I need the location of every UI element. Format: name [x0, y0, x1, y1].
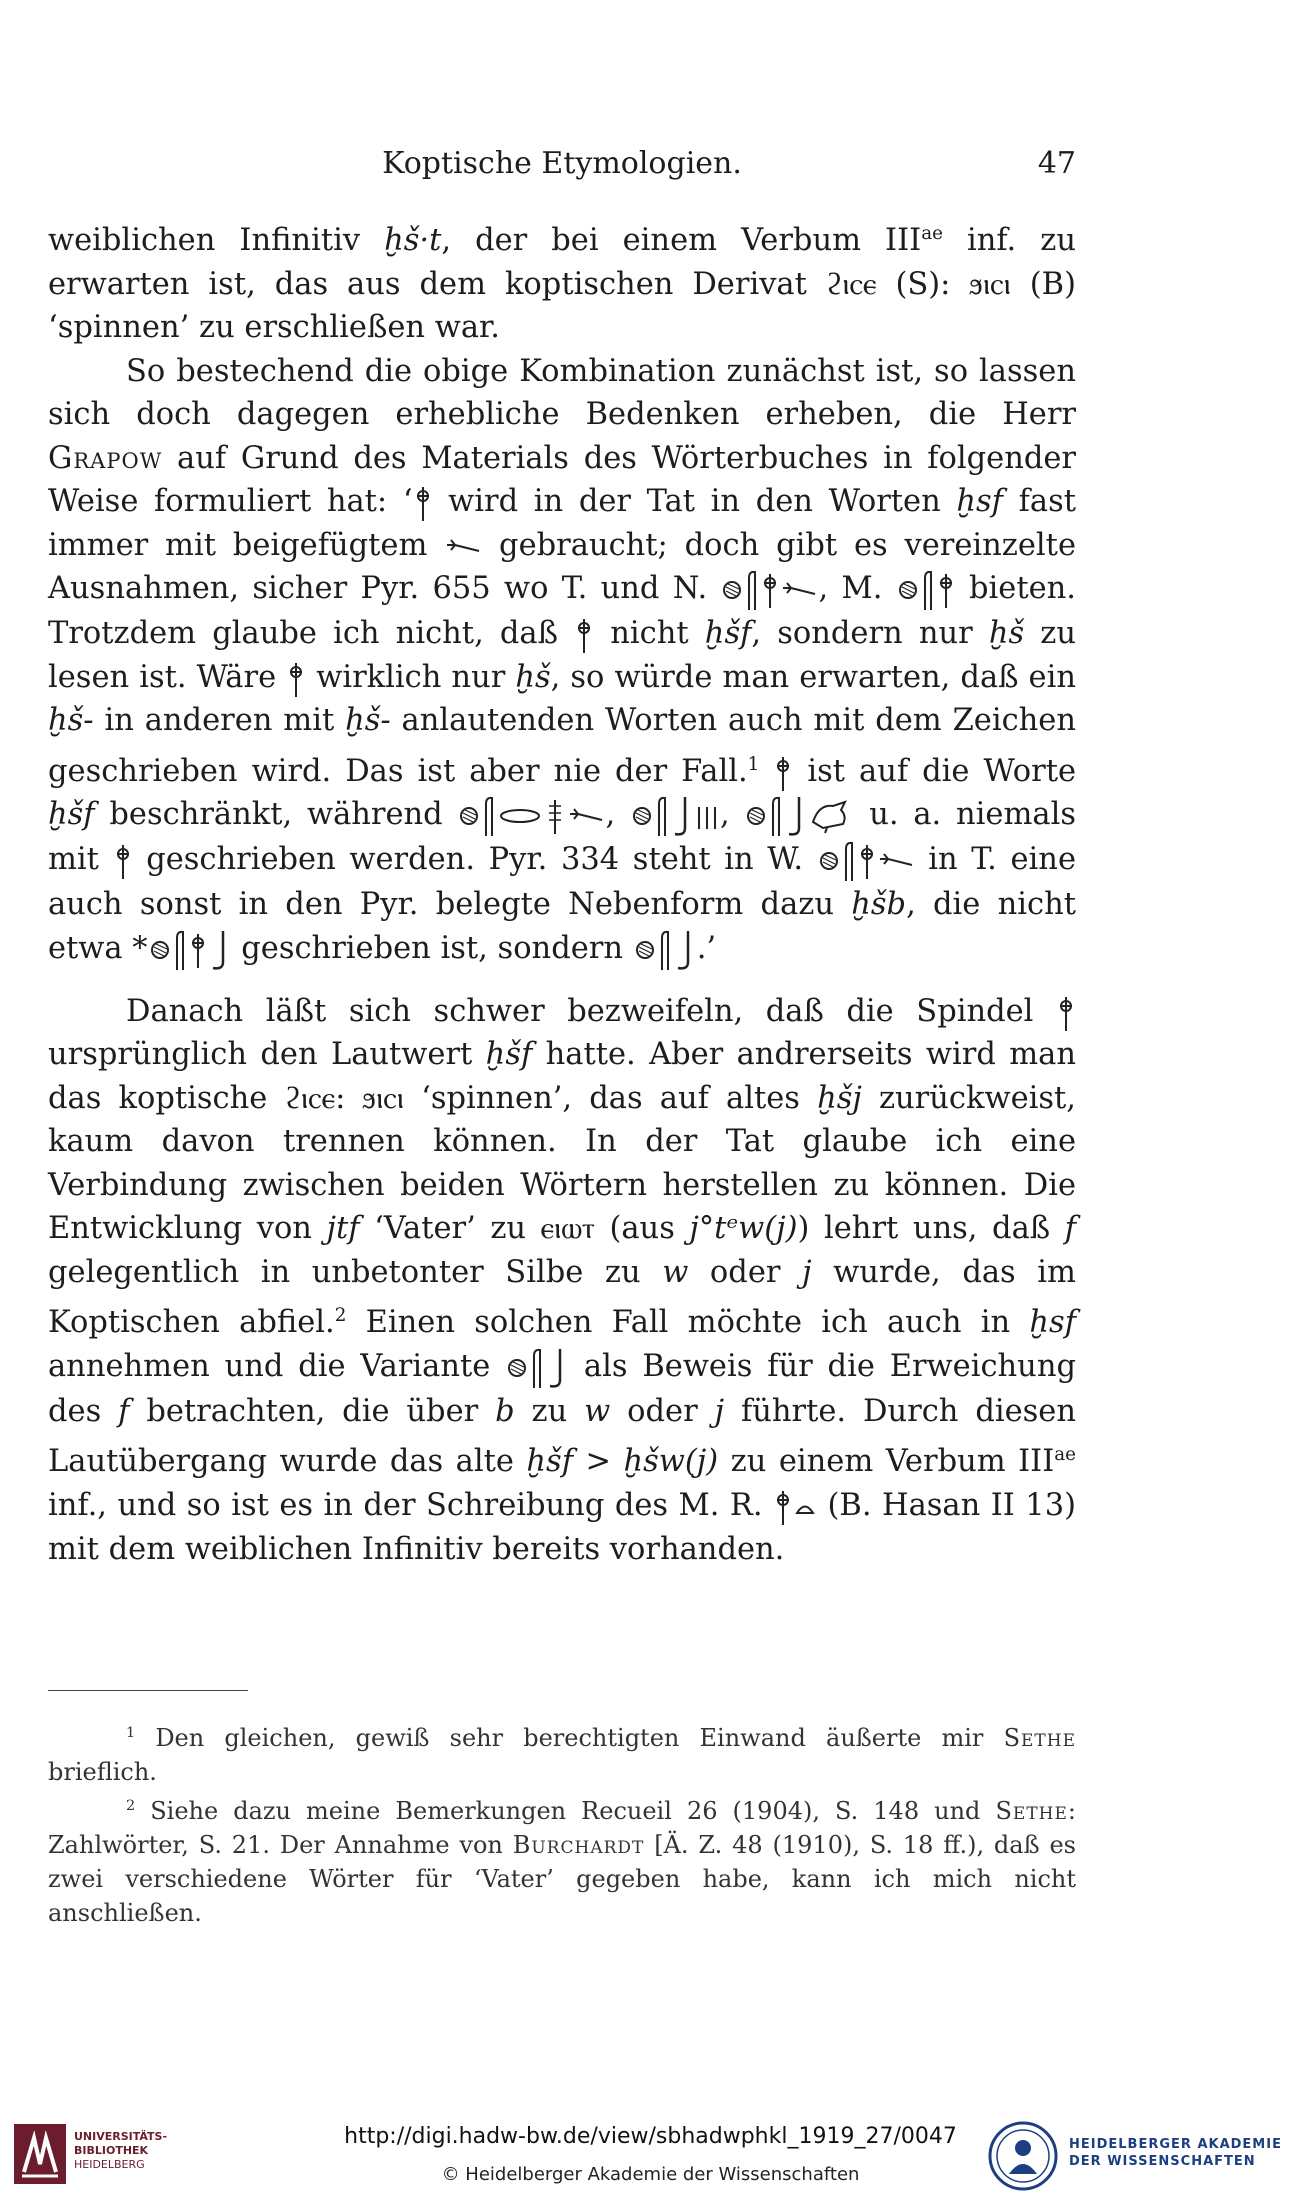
reed-hieroglyph-icon — [842, 839, 856, 883]
reed-hieroglyph-icon — [769, 794, 783, 838]
text-run: bieten. Trotzdem glaube ich nicht, daß — [48, 571, 1076, 652]
paragraph-3 — [48, 990, 1076, 1571]
text-run: geschrieben ist, sondern — [231, 930, 633, 966]
sieve-hieroglyph-icon — [897, 579, 919, 601]
academy-logo[interactable] — [987, 2120, 1287, 2192]
text-run: ursprünglich den Lautwert — [48, 1037, 486, 1073]
spindle-hieroglyph-icon — [575, 615, 593, 655]
superscript: 1 — [747, 753, 760, 775]
text-run: (B. Hasan II 13) mit dem weiblichen Infinitiv bereits vorhanden. — [48, 1488, 1076, 1567]
stalk-hieroglyph-icon — [544, 796, 566, 836]
sieve-hieroglyph-icon — [631, 805, 653, 827]
mouth-hieroglyph-icon — [498, 806, 542, 826]
text-run: nicht — [594, 616, 705, 652]
spindle-hieroglyph-icon — [287, 659, 305, 699]
reed-hieroglyph-icon — [655, 794, 669, 838]
text-run: weiblichen Infinitiv — [48, 223, 385, 259]
paragraph-2 — [48, 350, 1076, 972]
sieve-hieroglyph-icon — [818, 850, 840, 872]
leg-hieroglyph-icon — [785, 794, 807, 838]
transliteration: ḫšf — [704, 616, 752, 652]
library-line-3: HEIDELBERG — [74, 2158, 145, 2171]
transliteration: ḫš- — [48, 703, 94, 739]
text-run: gebraucht; doch gibt es vereinzelte Ausnahmen, sicher Pyr. 655 wo T. und N. — [48, 527, 1076, 607]
text-run: wurde, das im Koptischen abfiel. — [48, 1254, 1076, 1341]
text-run: So bestechend die obige Kombination zunächst ist, so lassen sich doch dagegen erhebliche Bedenken erheben, die Herr — [48, 353, 1076, 433]
text-run: , sondern nur — [751, 616, 989, 652]
transliteration: f — [1064, 1211, 1076, 1247]
transliteration: f — [118, 1393, 130, 1429]
transliteration: ḫš·t — [384, 223, 442, 259]
reed-hieroglyph-icon — [173, 928, 187, 972]
text-run: ) lehrt uns, daß — [797, 1211, 1065, 1247]
text-run: , M. — [818, 571, 896, 607]
text-run: anlautenden Worten auch mit dem Zeichen geschrieben wird. Das ist aber nie der Fall. — [48, 703, 1077, 789]
academy-seal-icon — [987, 2120, 1059, 2192]
spindle-hieroglyph-icon — [414, 483, 432, 523]
library-line-2: BIBLIOTHEK — [74, 2144, 149, 2157]
sieve-hieroglyph-icon — [745, 805, 767, 827]
sieve-hieroglyph-icon — [634, 939, 656, 961]
sieve-hieroglyph-icon — [721, 579, 743, 601]
text-run: .’ — [696, 930, 717, 966]
spindle-hieroglyph-icon — [937, 570, 955, 610]
text-run: betrachten, die über — [129, 1393, 496, 1429]
superscript: 2 — [126, 1798, 136, 1814]
transliteration: ḫšf — [485, 1037, 533, 1073]
leg-hieroglyph-icon — [674, 928, 696, 972]
text-run: inf. zu erwarten ist, das aus dem koptischen Derivat ϩⲓⲥⲉ (S): ϧⲓⲥⲓ (B) ‘spinnen’ zu erschließen war. — [48, 223, 1076, 346]
running-head — [48, 146, 1076, 190]
text-run: geschrieben werden. Pyr. 334 steht in W. — [132, 842, 817, 878]
text-run: u. a. niemals mit — [48, 797, 1076, 878]
transliteration: ḫsf — [956, 484, 1003, 520]
transliteration: ḫš — [988, 616, 1025, 652]
text-run: wird in der Tat in den Worten — [432, 484, 957, 520]
author-name: Grapow — [48, 440, 163, 476]
text-run: Den gleichen, gewiß sehr berechtigten Einwand äußerte mir — [135, 1724, 1004, 1752]
leg-hieroglyph-icon — [671, 794, 693, 838]
source-url-link[interactable]: http://digi.hadw-bw.de/view/sbhadwphkl_1919_27/0047 — [344, 2124, 957, 2149]
bird-hieroglyph-icon — [809, 798, 853, 834]
loaf-hieroglyph-icon — [794, 1498, 816, 1516]
text-run: in T. eine auch sonst in den Pyr. belegte Nebenform dazu — [48, 842, 1076, 923]
transliteration: ḫsf — [1029, 1305, 1076, 1341]
text-run: , die nicht etwa * — [48, 887, 1076, 966]
transliteration: jtf — [326, 1211, 360, 1247]
transliteration: ḫšw(j) — [623, 1444, 719, 1480]
reed-hieroglyph-icon — [658, 928, 672, 972]
text-run: ‘Vater’ zu ⲉⲓⲱⲧ (aus — [359, 1211, 690, 1247]
text-run: oder — [610, 1393, 715, 1429]
text-run: [Ä. Z. 48 (1910), S. 18 ff.), daß es zwei verschiedene Wörter für ‘Vater’ gegeben habe, kann ich mich nicht anschließen. — [48, 1831, 1077, 1927]
text-run: als Beweis für die Erweichung des — [48, 1348, 1076, 1429]
transliteration: b — [495, 1393, 515, 1429]
reed-hieroglyph-icon — [921, 568, 935, 612]
author-name: Sethe — [995, 1797, 1068, 1825]
transliteration: j — [714, 1393, 725, 1429]
arm-hieroglyph-icon — [878, 851, 914, 871]
text-run: beschränkt, während — [94, 797, 458, 833]
document-page — [48, 0, 1076, 2200]
text-run: auf Grund des Materials des Wörterbuches in folgender Weise formuliert hat: ‘ — [48, 440, 1076, 520]
arm-hieroglyph-icon — [445, 537, 481, 557]
sieve-hieroglyph-icon — [149, 939, 171, 961]
spindle-hieroglyph-icon — [1057, 993, 1075, 1033]
footnote-rule — [48, 1690, 248, 1691]
spindle-hieroglyph-icon — [858, 841, 876, 881]
text-run: brieflich. — [48, 1758, 157, 1786]
text-run: Einen solchen Fall möchte ich auch in — [346, 1305, 1030, 1341]
sieve-hieroglyph-icon — [458, 805, 480, 827]
spindle-hieroglyph-icon — [774, 753, 792, 793]
transliteration: ḫšf — [48, 797, 95, 833]
text-run: hatte. Aber andrerseits wird man das koptische ϩⲓⲥⲉ: ϧⲓⲥⲓ ‘spinnen’, das auf altes — [48, 1037, 1076, 1116]
superscript: ae — [1054, 1444, 1076, 1466]
superscript: 2 — [334, 1305, 347, 1327]
text-run: , — [719, 797, 745, 833]
text-run: zurückweist, kaum davon trennen können. In der Tat glaube ich eine Verbindung zwischen beiden Wörtern herstellen zu können. Die Entwicklung von — [48, 1080, 1076, 1247]
spindle-hieroglyph-icon — [761, 570, 779, 610]
running-title: Koptische Etymologien. — [382, 146, 742, 181]
text-run: > — [573, 1444, 624, 1480]
author-name: Burchardt — [512, 1831, 645, 1859]
text-run: : Zahlwörter, S. 21. Der Annahme von — [48, 1797, 1076, 1859]
text-run: zu lesen ist. Wäre — [48, 616, 1076, 695]
text-run: zu einem Verbum III — [718, 1444, 1055, 1480]
copyright-notice: © Heidelberger Akademie der Wissenschaften — [441, 2164, 860, 2185]
footnotes — [48, 1716, 1076, 1930]
text-run — [759, 754, 773, 789]
text-run: zu — [514, 1393, 585, 1429]
transliteration: j°tᵉw(j) — [689, 1211, 798, 1247]
page-number: 47 — [1037, 146, 1076, 181]
text-run: führte. Durch diesen Lautübergang wurde das alte — [48, 1393, 1076, 1480]
plural-strokes-hieroglyph-icon — [695, 801, 719, 831]
spindle-hieroglyph-icon — [774, 1487, 792, 1527]
transliteration: j — [802, 1254, 812, 1290]
transliteration: ḫšb — [851, 887, 907, 923]
text-run: fast immer mit beigefügtem — [48, 484, 1077, 563]
transliteration: ḫš- — [345, 703, 391, 739]
transliteration: w — [662, 1254, 689, 1290]
transliteration: ḫšj — [817, 1080, 862, 1116]
transliteration: ḫšf — [526, 1444, 573, 1480]
text-run: Danach läßt sich schwer bezweifeln, daß die Spindel — [126, 993, 1056, 1029]
reed-hieroglyph-icon — [482, 794, 496, 838]
text-run: inf., und so ist es in der Schreibung des M. R. — [48, 1488, 774, 1524]
text-run: annehmen und die Variante — [48, 1348, 506, 1384]
arm-hieroglyph-icon — [781, 580, 817, 600]
superscript: 1 — [126, 1725, 136, 1741]
text-run: in anderen mit — [93, 703, 346, 739]
paragraph-1 — [48, 212, 1076, 350]
academy-line-1: HEIDELBERGER AKADEMIE — [1069, 2137, 1282, 2152]
arm-hieroglyph-icon — [568, 806, 604, 826]
text-run: oder — [688, 1254, 803, 1290]
text-run: Siehe dazu meine Bemerkungen Recueil 26 (1904), S. 148 und — [135, 1797, 996, 1825]
superscript: ae — [921, 223, 943, 244]
spindle-hieroglyph-icon — [189, 930, 207, 970]
page-footer — [0, 2112, 1301, 2200]
text-run: ist auf die Worte — [793, 753, 1077, 789]
leg-hieroglyph-icon — [209, 928, 231, 972]
text-run: , so würde man erwarten, daß ein — [550, 659, 1076, 695]
reed-hieroglyph-icon — [745, 568, 759, 612]
text-run: gelegentlich in unbetonter Silbe zu — [48, 1254, 663, 1290]
text-run: , — [605, 797, 630, 833]
text-run: , der bei einem Verbum III — [441, 223, 922, 259]
text-run: wirklich nur — [306, 659, 516, 695]
footnote-2 — [48, 1789, 1076, 1930]
author-name: Sethe — [1003, 1724, 1076, 1752]
leg-hieroglyph-icon — [546, 1346, 568, 1390]
library-line-1: UNIVERSITÄTS- — [74, 2130, 168, 2143]
transliteration: w — [584, 1393, 611, 1429]
reed-hieroglyph-icon — [530, 1346, 544, 1390]
sieve-hieroglyph-icon — [506, 1357, 528, 1379]
body-text — [48, 212, 1076, 1571]
spindle-hieroglyph-icon — [114, 841, 132, 881]
academy-line-2: DER WISSENSCHAFTEN — [1069, 2154, 1256, 2169]
transliteration: ḫš — [515, 659, 551, 695]
footnote-1 — [48, 1716, 1076, 1789]
